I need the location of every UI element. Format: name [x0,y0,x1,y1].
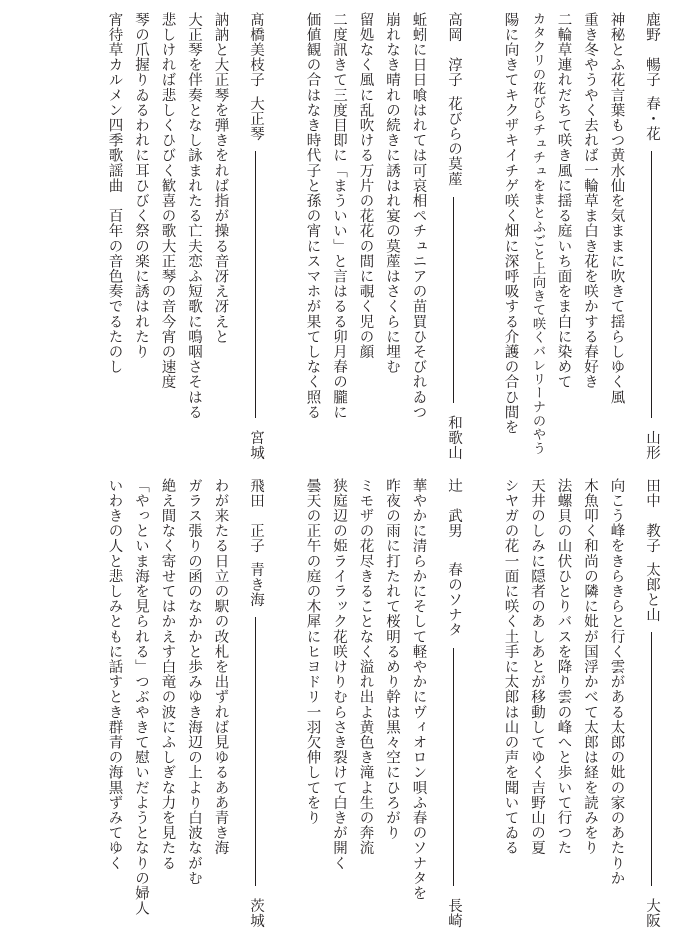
verse: 法螺貝の山伏ひとりバスを降り雲の峰へと歩いて行つた [555,478,572,856]
verse: 昨夜の雨に打たれて桜明るめり幹は黒々空にひろがり [384,478,400,841]
entry-kano [497,12,668,460]
verse: 天井のしみに隠者のあしあとが移動してゆく吉野山の夏 [529,478,545,856]
entry-header [441,12,468,460]
entry-hida [101,478,272,928]
verse: 大正琴を伴奏となし詠まれたる亡夫恋ふ短歌に鳴咽さそはる [186,12,202,420]
title-dash [453,197,454,403]
verse: 華やかに清らかにそして軽やかにヴィオロン唄ふ春のソナタを [410,478,427,901]
entry-header [639,478,666,928]
verse: 木魚叩く和尚の隣に妣が国浮かべて太郎は経を読みをり [582,478,598,856]
author-name: 辻 武男 [446,478,462,539]
poem-title: 青き海 [248,562,264,608]
verse: 陽に向きてキクザキイチゲ咲く畑に深呼吸する介護の合ひ間を [502,12,519,435]
verse: 琴の爪握りゐるわれに耳ひびく祭の楽に誘はれたり [133,12,149,360]
prefecture: 大阪 [644,897,660,928]
poem-title: 春・花 [644,96,660,142]
verse: わが来たる日立の駅の改札を出ずれば見ゆるああ青き海 [212,478,229,856]
title-dash [651,632,652,885]
verse: 訥訥と大正琴を弾きをれば指が操る音冴え冴えと [212,12,229,345]
verse: 悲しければ悲しくひびく歓喜の歌大正琴の音今宵の速度 [159,12,176,390]
verse: 崩れなき晴れの続きに誘はれ宴の莫蓙はさくらに埋む [384,12,400,375]
entry-tsuji [299,478,470,928]
verse: 留処なく風に乱吹ける万片の花花の間に覗く児の顔 [357,12,374,360]
title-dash [255,151,256,417]
verse: 曇天の正午の庭の木犀にヒヨドリ一羽欠伸してをり [304,478,321,826]
entry-header [243,478,270,928]
prefecture: 山形 [644,429,660,460]
author-name: 田中 教子 [644,478,660,554]
entry-tanaka [497,478,668,928]
verse: 二度訊きて三度目即に「まういい」と言はるる卯月春の朧に [331,12,347,420]
verse: 絶え間なく寄せてはかえす白竜の波にふしぎな力を見たる [159,478,176,871]
top-section [0,12,680,460]
prefecture: 茨城 [248,897,264,928]
prefecture: 宮城 [248,429,264,460]
verse: シヤガの花一面に咲く土手に太郎は山の声を聞いてゐる [502,478,519,856]
verse: 宵待草カルメン四季歌謡曲 百年の音色奏でるたのし [106,12,123,375]
verse: 「やっといま海を見られる」つぶやきて慰いだようとなりの婦人 [133,478,149,916]
verse: ガラス張りの函のなかかと歩みゆき海辺の上より白波ながむ [186,478,202,886]
entry-header [639,12,666,460]
verse: 向こう峰をきらきらと行く雲がある太郎の妣の家のあたりか [608,478,625,886]
verse: カタクリの花びらチュチュをまとふごと上向きて咲くバレリーナのやう [530,12,545,456]
verse: いわきの人と悲しみともに話すとき群青の海黒ずみてゆく [106,478,123,871]
poem-title: 花びらの莫蓙 [446,96,462,187]
author-name: 髙橋美枝子 [248,12,264,88]
prefecture: 長崎 [446,897,462,928]
bottom-section [0,478,680,928]
verse: 狭庭辺の姫ライラック花咲けりむらさき裂けて白きが開く [331,478,347,871]
author-name: 高岡 淳子 [446,12,462,88]
entry-header [243,12,270,460]
verse: ミモザの花尽きることなく溢れ出よ黄色き滝よ生の奔流 [357,478,374,856]
entry-takaoka [299,12,470,460]
poem-title: 大正琴 [248,96,264,142]
verse: 神秘とふ花言葉もつ黄水仙を気ままに吹きて揺らしゆく風 [608,12,625,405]
verse: 二輪草連れだちて咲き風に揺る庭いち面をま白に染めて [555,12,572,390]
verse: 蚯蚓に日日喰はれては可哀相ペチュニアの苗買ひそびれゐつ [410,12,427,420]
title-dash [651,151,652,417]
verse: 価値観の合はなき時代子と孫の宵にスマホが果てしなく照る [304,12,321,420]
author-name: 鹿野 暢子 [644,12,660,88]
prefecture: 和歌山 [446,414,462,460]
poem-title: 太郎と山 [644,562,660,623]
verse: 重き冬やうやく去れば一輪草ま白き花を咲かする春好き [582,12,598,390]
title-dash [255,617,256,885]
poem-title: 春のソナタ [446,562,462,638]
author-name: 飛田 正子 [248,478,264,554]
entry-header [441,478,468,928]
title-dash [453,648,454,886]
entry-takahashi [101,12,272,460]
